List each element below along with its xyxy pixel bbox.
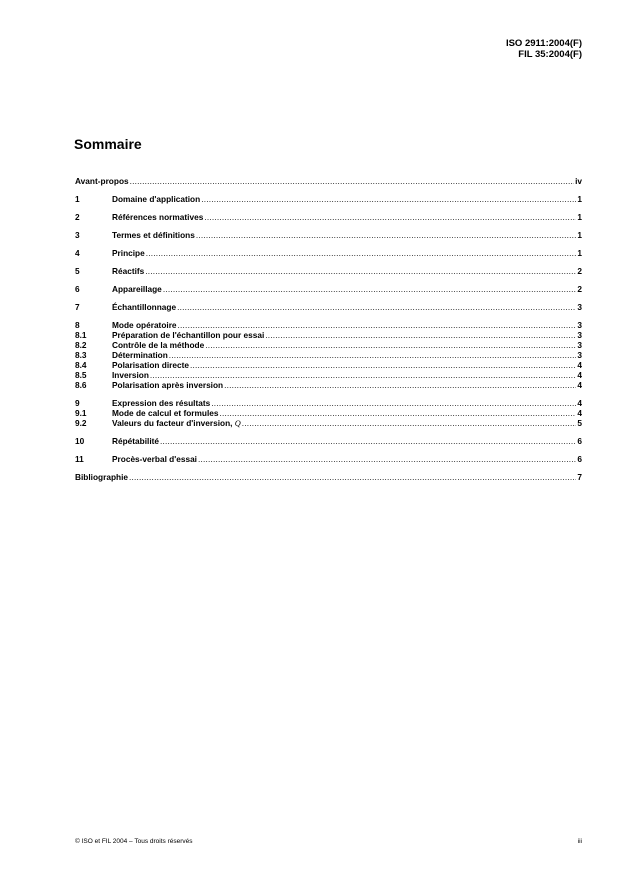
toc-entry-number: 7: [75, 302, 80, 312]
toc-entry-title: [75, 176, 129, 186]
toc-entry-page: 4: [577, 360, 582, 370]
toc-entry-page: 4: [577, 370, 582, 380]
toc-entry-title-text: Références normatives: [112, 212, 204, 222]
page-footer: [75, 838, 582, 845]
toc-entry-page: 1: [577, 194, 582, 204]
table-of-contents: [75, 176, 582, 482]
toc-entry-title: [112, 230, 195, 240]
toc-entry-title: [112, 398, 210, 408]
toc-dot-leader: [163, 284, 577, 294]
toc-dot-leader: [242, 418, 577, 428]
toc-dot-leader: [178, 320, 577, 330]
toc-entry-page: 4: [577, 408, 582, 418]
toc-entry-title-text: Bibliographie: [75, 472, 129, 482]
toc-entry[interactable]: [75, 284, 582, 294]
toc-entry[interactable]: [75, 370, 582, 380]
toc-entry-title-text: Domaine d'application: [112, 194, 201, 204]
toc-dot-leader: [265, 330, 576, 340]
toc-entry-number: 8.2: [75, 340, 87, 350]
toc-entry-number: 9.2: [75, 418, 87, 428]
toc-entry[interactable]: [75, 360, 582, 370]
toc-entry-title: [112, 360, 189, 370]
toc-entry-number: 8.1: [75, 330, 87, 340]
toc-entry-number: 8.6: [75, 380, 87, 390]
toc-entry-title-text: Inversion: [112, 370, 149, 380]
toc-entry-title: [112, 350, 168, 360]
toc-entry-title: [112, 266, 144, 276]
toc-dot-leader: [224, 380, 576, 390]
toc-entry[interactable]: [75, 472, 582, 482]
toc-entry-number: 9.1: [75, 408, 87, 418]
toc-entry-title-text: Polarisation après inversion: [112, 380, 224, 390]
toc-entry-title-text: Expression des résultats: [112, 398, 211, 408]
toc-entry-page: 6: [577, 454, 582, 464]
toc-entry-number: 1: [75, 194, 80, 204]
toc-entry-number: 4: [75, 248, 80, 258]
toc-entry[interactable]: [75, 436, 582, 446]
toc-entry-page: 3: [577, 330, 582, 340]
toc-entry-title-text: Procès-verbal d'essai: [112, 454, 197, 464]
toc-entry-number: 5: [75, 266, 80, 276]
toc-entry-number: 3: [75, 230, 80, 240]
toc-entry-page: iv: [575, 176, 582, 186]
toc-entry-page: 1: [577, 230, 582, 240]
toc-dot-leader: [146, 248, 577, 258]
toc-entry-page: 1: [577, 212, 582, 222]
toc-entry[interactable]: [75, 320, 582, 330]
toc-entry-number: 9: [75, 398, 80, 408]
toc-entry-title: [75, 472, 128, 482]
toc-entry[interactable]: [75, 248, 582, 258]
toc-entry-title: [112, 330, 264, 340]
toc-dot-leader: [169, 350, 577, 360]
document-header: [506, 38, 582, 60]
toc-dot-leader: [129, 472, 576, 482]
toc-entry[interactable]: [75, 350, 582, 360]
toc-entry-title-text: Détermination: [112, 350, 168, 360]
toc-entry-number: 8: [75, 320, 80, 330]
toc-entry-number: 11: [75, 454, 84, 464]
toc-entry-title: [112, 194, 200, 204]
toc-entry-title: [112, 408, 219, 418]
toc-entry-title-text: Mode opératoire: [112, 320, 177, 330]
toc-entry-page: 1: [577, 248, 582, 258]
toc-entry[interactable]: [75, 408, 582, 418]
toc-entry[interactable]: [75, 266, 582, 276]
toc-entry-page: 4: [577, 380, 582, 390]
toc-entry-title-text: Contrôle de la méthode: [112, 340, 205, 350]
toc-entry-page: 3: [577, 340, 582, 350]
toc-entry-page: 5: [577, 418, 582, 428]
toc-entry-number: 8.4: [75, 360, 87, 370]
standard-number-fil: FIL 35:2004(F): [518, 49, 582, 60]
toc-entry-title: [112, 370, 149, 380]
toc-entry-title-text: Échantillonnage: [112, 302, 177, 312]
toc-entry[interactable]: [75, 340, 582, 350]
toc-entry-page: 2: [577, 266, 582, 276]
toc-entry-number: 2: [75, 212, 80, 222]
toc-dot-leader: [150, 370, 576, 380]
toc-entry-title-text: Mode de calcul et formules: [112, 408, 219, 418]
toc-dot-leader: [160, 436, 576, 446]
toc-entry-symbol: Q: [234, 419, 241, 428]
toc-entry-page: 6: [577, 436, 582, 446]
toc-entry-title-text: Répétabilité: [112, 436, 160, 446]
toc-entry[interactable]: [75, 212, 582, 222]
toc-entry-page: 4: [577, 398, 582, 408]
toc-entry-page: 3: [577, 320, 582, 330]
toc-dot-leader: [205, 340, 576, 350]
toc-dot-leader: [220, 408, 577, 418]
toc-entry-title: [112, 340, 204, 350]
toc-entry[interactable]: [75, 380, 582, 390]
toc-entry-title-text: Principe: [112, 248, 145, 258]
toc-entry[interactable]: [75, 176, 582, 186]
toc-entry-title: [112, 380, 223, 390]
toc-entry-page: 3: [577, 350, 582, 360]
toc-entry-title: [112, 212, 203, 222]
page-number: iii: [577, 838, 582, 845]
toc-entry-page: 2: [577, 284, 582, 294]
toc-dot-leader: [145, 266, 576, 276]
toc-entry[interactable]: [75, 230, 582, 240]
toc-entry[interactable]: [75, 194, 582, 204]
toc-entry-title-text: Valeurs du facteur d'inversion,: [112, 418, 235, 428]
toc-dot-leader: [204, 212, 576, 222]
toc-dot-leader: [177, 302, 576, 312]
toc-entry[interactable]: [75, 454, 582, 464]
toc-entry[interactable]: [75, 398, 582, 408]
toc-entry-title: [112, 454, 197, 464]
copyright-notice: © ISO et FIL 2004 – Tous droits réservés: [75, 838, 193, 845]
toc-entry-title-text: Polarisation directe: [112, 360, 190, 370]
toc-entry-page: 3: [577, 302, 582, 312]
toc-entry-title: [112, 284, 162, 294]
toc-entry-title: [112, 436, 159, 446]
toc-entry-title: [112, 248, 145, 258]
toc-dot-leader: [211, 398, 576, 408]
toc-dot-leader: [190, 360, 576, 370]
toc-entry-title-text: Préparation de l'échantillon pour essai: [112, 330, 265, 340]
toc-entry-title-text: Appareillage: [112, 284, 162, 294]
toc-entry-title-text: Termes et définitions: [112, 230, 195, 240]
toc-entry-title-text: Réactifs: [112, 266, 145, 276]
toc-entry[interactable]: [75, 418, 582, 428]
toc-entry-number: 8.3: [75, 350, 87, 360]
toc-entry-title: [112, 320, 177, 330]
toc-entry-number: 8.5: [75, 370, 87, 380]
toc-entry-number: 10: [75, 436, 85, 446]
toc-entry-title-text: Avant-propos: [75, 176, 129, 186]
standard-number-iso: ISO 2911:2004(F): [505, 38, 582, 49]
toc-entry-page: 7: [577, 472, 582, 482]
toc-dot-leader: [196, 230, 577, 240]
toc-entry-title: [112, 302, 176, 312]
toc-entry-title: [112, 418, 241, 429]
toc-entry[interactable]: [75, 330, 582, 340]
toc-entry[interactable]: [75, 302, 582, 312]
toc-dot-leader: [198, 454, 576, 464]
toc-dot-leader: [201, 194, 576, 204]
toc-entry-number: 6: [75, 284, 80, 294]
toc-dot-leader: [130, 176, 574, 186]
page-title: Sommaire: [74, 136, 142, 152]
